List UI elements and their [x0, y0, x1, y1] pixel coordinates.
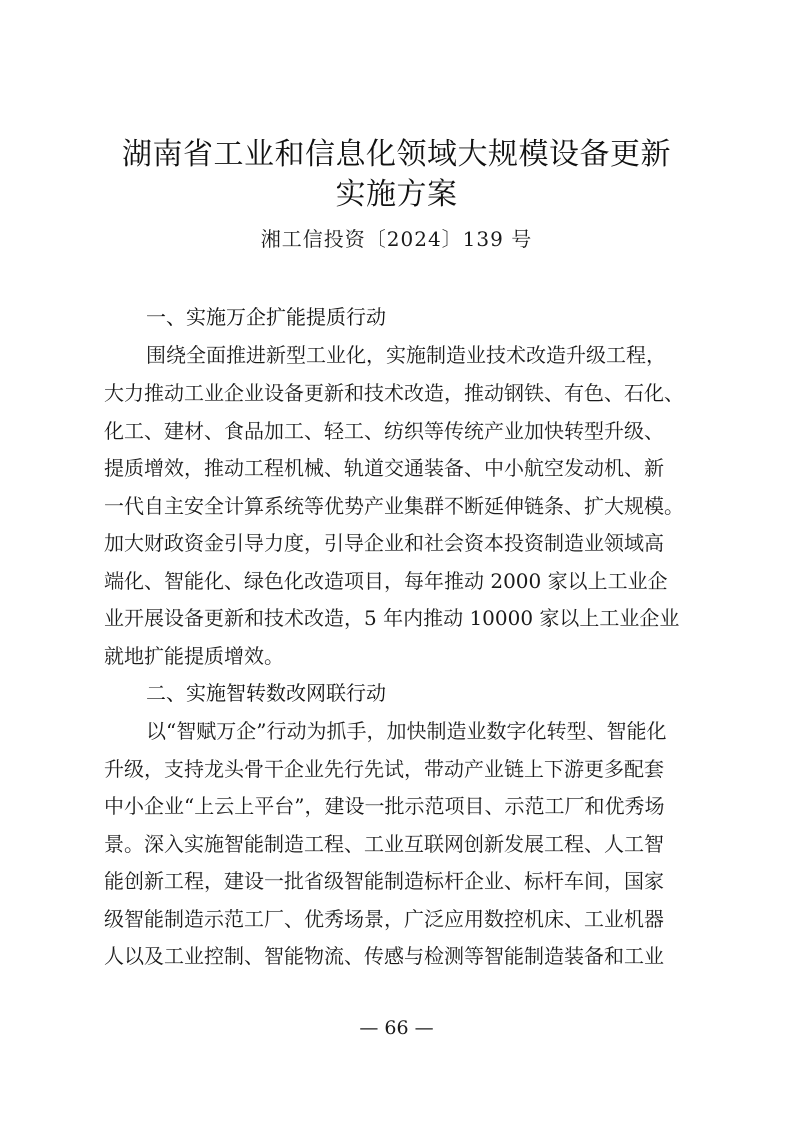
section-2-line: 级智能制造示范工厂、优秀场景，广泛应用数控机床、工业机器: [104, 907, 664, 931]
document-title-line-2: 实施方案: [335, 177, 458, 212]
section-1-line: 业开展设备更新和技术改造，5 年内推动 10000 家以上工业企业: [104, 606, 680, 630]
section-1-line: 大力推动工业企业设备更新和技术改造，推动钢铁、有色、石化、: [104, 381, 684, 405]
section-2-line: 人以及工业控制、智能物流、传感与检测等智能制造装备和工业: [104, 944, 664, 968]
section-2-line: 以“智赋万企”行动为抓手，加快制造业数字化转型、智能化: [146, 719, 667, 743]
section-1-line: 加大财政资金引导力度，引导企业和社会资本投资制造业领域高: [104, 531, 664, 555]
section-1-line: 端化、智能化、绿色化改造项目，每年推动 2000 家以上工业企: [104, 569, 668, 593]
section-1-line: 化工、建材、食品加工、轻工、纺织等传统产业加快转型升级、: [104, 419, 664, 443]
section-1-heading: 一、实施万企扩能提质行动: [146, 305, 386, 329]
section-2-heading: 二、实施智转数改网联行动: [146, 681, 386, 705]
page-number: — 66 —: [359, 1017, 434, 1039]
section-1-line: 围绕全面推进新型工业化，实施制造业技术改造升级工程，: [146, 343, 666, 367]
section-2-line: 景。深入实施智能制造工程、工业互联网创新发展工程、人工智: [104, 832, 664, 856]
document-number: 湘工信投资〔2024〕139 号: [260, 227, 533, 251]
section-2-line: 升级，支持龙头骨干企业先行先试，带动产业链上下游更多配套: [104, 757, 664, 781]
section-2-line: 中小企业“上云上平台”，建设一批示范项目、示范工厂和优秀场: [104, 794, 665, 818]
section-1-line: 提质增效，推动工程机械、轨道交通装备、中小航空发动机、新: [104, 456, 664, 480]
section-2-line: 能创新工程，建设一批省级智能制造标杆企业、标杆车间，国家: [104, 869, 664, 893]
document-title-line-1: 湖南省工业和信息化领域大规模设备更新: [122, 137, 671, 172]
section-1-line: 一代自主安全计算系统等优势产业集群不断延伸链条、扩大规模。: [104, 494, 684, 518]
section-1-line: 就地扩能提质增效。: [104, 644, 284, 668]
